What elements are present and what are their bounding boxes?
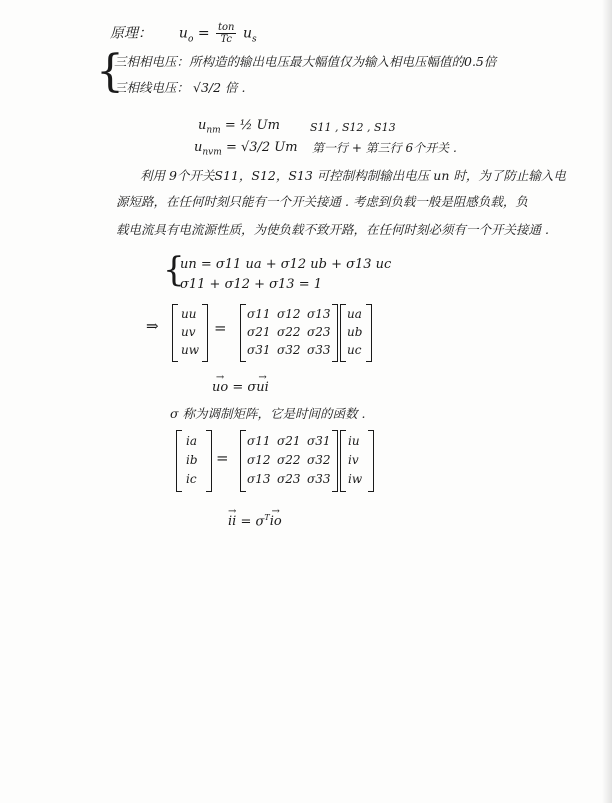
- line-voltage-note: [114, 80, 246, 96]
- vector-eq-2-equals: =: [240, 514, 252, 530]
- principle-line: [110, 22, 257, 47]
- unm-formula: [198, 118, 280, 139]
- matrix2-sigma-cell: σ32: [307, 453, 331, 467]
- unvm-lhs: u: [194, 140, 203, 155]
- vector-eq-2-transpose: T: [264, 513, 270, 522]
- matrix2-sigma-cell: σ31: [307, 434, 331, 448]
- principle-label: 原理：: [110, 25, 152, 42]
- matrix1-rhs-cell: ub: [347, 325, 363, 339]
- unm-rhs: = ½ Um: [224, 118, 280, 133]
- vector-io: → io: [270, 514, 282, 530]
- matrix1-rhs: [340, 304, 372, 362]
- matrix2-lhs-cell: ib: [186, 453, 198, 467]
- page-edge-shadow: [602, 0, 612, 803]
- vector-eq-2: [228, 510, 282, 530]
- notes-brace: {: [96, 46, 124, 97]
- matrix2-sigma-cell: σ22: [277, 453, 301, 467]
- matrix2-sigma-cell: σ33: [307, 472, 331, 486]
- paragraph-line-1: 利用 9个开关S11，S12，S13 可控制构制输出电压 un 时，为了防止输入电: [140, 168, 566, 183]
- matrix1-lhs-cell: uv: [181, 325, 196, 339]
- matrix1-sigma: [240, 304, 338, 362]
- matrix1-sigma-cell: σ13: [307, 307, 331, 321]
- matrix1-lhs-cell: uu: [181, 307, 197, 321]
- system-eq-1: un = σ11 ua + σ12 ub + σ13 uc: [180, 257, 392, 272]
- paragraph-line-2: 源短路，在任何时刻只能有一个开关接通 . 考虑到负载一般是阻感负载，负: [116, 194, 528, 209]
- matrix2-rhs-cell: iw: [348, 472, 363, 486]
- matrix1-sigma-cell: σ31: [247, 343, 271, 357]
- matrix1-sigma-cell: σ22: [277, 325, 301, 339]
- matrix2-lhs-cell: ia: [186, 434, 197, 448]
- formula-fraction: [216, 22, 236, 45]
- matrix2-sigma-cell: σ21: [277, 434, 301, 448]
- formula-denominator: Tc: [220, 34, 232, 45]
- matrix1-sigma-cell: σ11: [247, 307, 271, 321]
- matrix1-sigma-cell: σ32: [277, 343, 301, 357]
- unvm-formula: [194, 140, 298, 161]
- unvm-sub: nvm: [202, 147, 222, 158]
- matrix1-rhs-cell: ua: [347, 307, 362, 321]
- paragraph-line-3: 载电流具有电流源性质，为使负载不致开路，在任何时刻必须有一个开关接通 .: [116, 222, 549, 237]
- formula-rhs-sub: s: [251, 34, 257, 45]
- matrix2-sigma: [240, 430, 338, 492]
- matrix1-lhs: [172, 304, 208, 362]
- formula-rhs: u: [242, 25, 252, 42]
- formula-lhs-sub: o: [187, 34, 194, 45]
- vector-ii: → ii: [228, 514, 236, 530]
- vector-eq-1-sigma: σ: [247, 380, 257, 395]
- sigma-note: σ 称为调制矩阵，它是时间的函数 .: [170, 406, 366, 421]
- vector-eq-1: [212, 380, 269, 396]
- matrix1-equals: =: [214, 319, 227, 337]
- formula-eq: =: [197, 25, 210, 42]
- line-voltage-label: 三相线电压：: [114, 80, 190, 95]
- matrix2-sigma-cell: σ11: [247, 434, 271, 448]
- rule-note: 第一行 + 第三行 6个开关 .: [312, 141, 457, 155]
- unvm-rhs: = √3/2 Um: [225, 140, 298, 155]
- vector-ui: → ui: [256, 380, 269, 396]
- vector-uo: → uo: [212, 380, 228, 396]
- line-voltage-factor: √3/2 倍 .: [193, 80, 246, 95]
- unm-lhs: u: [198, 118, 207, 133]
- matrix1-sigma-cell: σ23: [307, 325, 331, 339]
- matrix1-sigma-cell: σ12: [277, 307, 301, 321]
- switch-list: S11 , S12 , S13: [310, 121, 396, 134]
- matrix1-rhs-cell: uc: [347, 343, 362, 357]
- matrix2-rhs-cell: iv: [348, 453, 359, 467]
- vector-eq-1-equals: =: [232, 380, 244, 395]
- matrix2-sigma-cell: σ12: [247, 453, 271, 467]
- vector-eq-2-sigma: σ: [255, 514, 265, 530]
- matrix2-lhs-cell: ic: [186, 472, 197, 486]
- matrix1-lhs-cell: uw: [181, 343, 199, 357]
- matrix2-rhs: [340, 430, 374, 492]
- matrix1-sigma-cell: σ33: [307, 343, 331, 357]
- matrix1-sigma-cell: σ21: [247, 325, 271, 339]
- matrix2-equals: =: [216, 449, 229, 467]
- formula-lhs: u: [178, 25, 188, 42]
- matrix2-sigma-cell: σ23: [277, 472, 301, 486]
- phase-voltage-note: 三相相电压：所构造的输出电压最大幅值仅为输入相电压幅值的0.5倍: [114, 54, 497, 69]
- matrix2-rhs-cell: iu: [348, 434, 360, 448]
- system-brace: {: [163, 250, 185, 290]
- unm-sub: nm: [206, 125, 221, 136]
- system-eq-2: σ11 + σ12 + σ13 = 1: [180, 277, 322, 292]
- formula-numerator: ton: [218, 22, 235, 33]
- matrix2-lhs: [176, 430, 212, 492]
- implies-arrow: ⇒: [146, 317, 159, 335]
- matrix2-sigma-cell: σ13: [247, 472, 271, 486]
